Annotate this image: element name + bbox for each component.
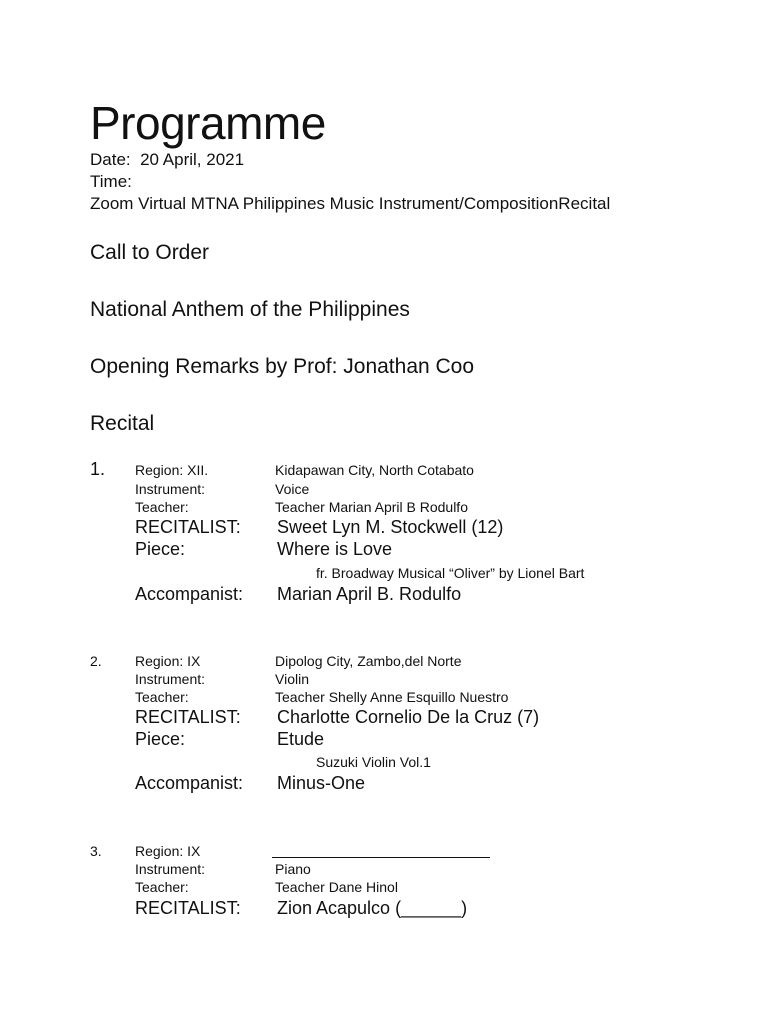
region-line (135, 843, 200, 859)
instrument-value: Voice (275, 481, 310, 497)
location-value: Kidapawan City, North Cotabato (275, 462, 474, 478)
entry-number: 1. (90, 459, 106, 479)
location-blank-line (272, 857, 490, 858)
instrument-value: Violin (275, 671, 309, 687)
section-national-anthem: National Anthem of the Philippines (90, 298, 410, 321)
entry-number: 2. (90, 653, 102, 669)
region-value: IX (187, 843, 201, 859)
teacher-label: Teacher: (135, 879, 189, 895)
recitalist-label: RECITALIST: (135, 707, 241, 727)
region-value: IX (187, 653, 201, 669)
date-line (90, 150, 244, 170)
region-line (135, 462, 208, 478)
section-opening-remarks: Opening Remarks by Prof: Jonathan Coo (90, 355, 475, 378)
entry-number: 3. (90, 843, 102, 859)
teacher-value: Teacher Dane Hinol (275, 879, 398, 895)
date-value: 20 April, 2021 (140, 150, 245, 169)
piece-label: Piece: (135, 729, 186, 749)
date-label: Date: (90, 150, 131, 169)
region-label: Region: (135, 653, 184, 669)
teacher-label: Teacher: (135, 499, 189, 515)
recitalist-value: Sweet Lyn M. Stockwell (12) (277, 517, 504, 537)
event-title: Zoom Virtual MTNA Philippines Music Instrument/CompositionRecital (90, 194, 611, 213)
instrument-label: Instrument: (135, 481, 206, 497)
instrument-label: Instrument: (135, 861, 206, 877)
recitalist-label: RECITALIST: (135, 517, 241, 537)
recitalist-value: Zion Acapulco (______) (277, 898, 468, 918)
piece-value: Where is Love (277, 539, 393, 559)
accompanist-label: Accompanist: (135, 773, 244, 793)
location-value: Dipolog City, Zambo,del Norte (275, 653, 462, 669)
page-title: Programme (90, 97, 326, 149)
piece-value: Etude (277, 729, 325, 749)
recitalist-value: Charlotte Cornelio De la Cruz (7) (277, 707, 540, 727)
piece-label: Piece: (135, 539, 186, 559)
region-value: XII. (187, 462, 209, 478)
region-label: Region: (135, 843, 184, 859)
instrument-label: Instrument: (135, 671, 206, 687)
section-call-to-order: Call to Order (90, 241, 210, 264)
section-recital: Recital (90, 412, 155, 435)
recitalist-label: RECITALIST: (135, 898, 241, 918)
time-label: Time: (90, 172, 132, 191)
accompanist-label: Accompanist: (135, 584, 244, 604)
teacher-value: Teacher Shelly Anne Esquillo Nuestro (275, 689, 509, 705)
region-line (135, 653, 200, 669)
teacher-label: Teacher: (135, 689, 189, 705)
piece-note: fr. Broadway Musical “Oliver” by Lionel Bart (316, 565, 585, 581)
piece-note: Suzuki Violin Vol.1 (316, 754, 431, 770)
accompanist-value: Marian April B. Rodulfo (277, 584, 462, 604)
accompanist-value: Minus-One (277, 773, 366, 793)
instrument-value: Piano (275, 861, 311, 877)
region-label: Region: (135, 462, 184, 478)
teacher-value: Teacher Marian April B Rodulfo (275, 499, 468, 515)
